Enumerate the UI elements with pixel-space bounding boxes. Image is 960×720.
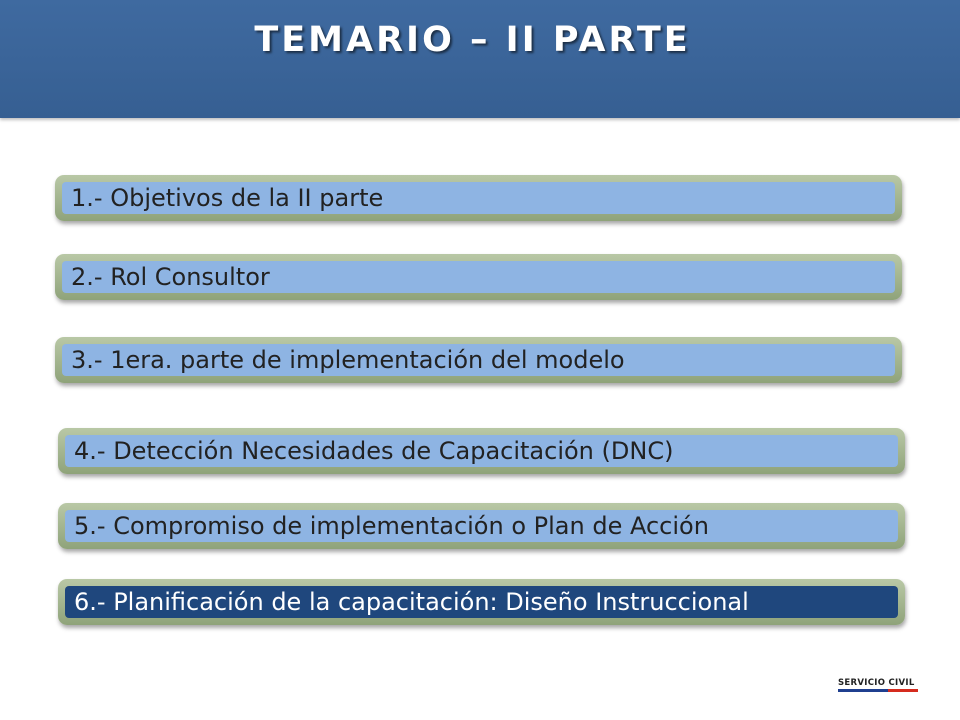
slide-header [0, 0, 960, 118]
topic-item-fill [62, 182, 895, 214]
topic-item-6-highlighted [58, 579, 905, 625]
topic-item-1 [55, 175, 902, 221]
slide-title: TEMARIO – II PARTE [254, 20, 691, 60]
topic-item-label: 6.- Planificación de la capacitación: Diseño Instruccional [74, 588, 749, 616]
topic-item-fill [65, 435, 898, 467]
topic-item-5 [58, 503, 905, 549]
topic-item-fill [65, 586, 898, 618]
topic-item-fill [62, 344, 895, 376]
logo-red-bar [888, 689, 918, 692]
topic-item-fill [65, 510, 898, 542]
topic-item-label: 3.- 1era. parte de implementación del modelo [71, 346, 625, 374]
topic-item-label: 5.- Compromiso de implementación o Plan de Acción [74, 512, 709, 540]
topic-item-2 [55, 254, 902, 300]
topic-item-3 [55, 337, 902, 383]
logo-blue-bar [838, 689, 888, 692]
topic-item-label: 2.- Rol Consultor [71, 263, 270, 291]
topic-item-label: 1.- Objetivos de la II parte [71, 184, 384, 212]
logo-text: SERVICIO CIVIL [838, 678, 915, 688]
topic-item-fill [62, 261, 895, 293]
topic-item-4 [58, 428, 905, 474]
servicio-civil-logo [838, 678, 918, 694]
topic-item-label: 4.- Detección Necesidades de Capacitación (DNC) [74, 437, 674, 465]
